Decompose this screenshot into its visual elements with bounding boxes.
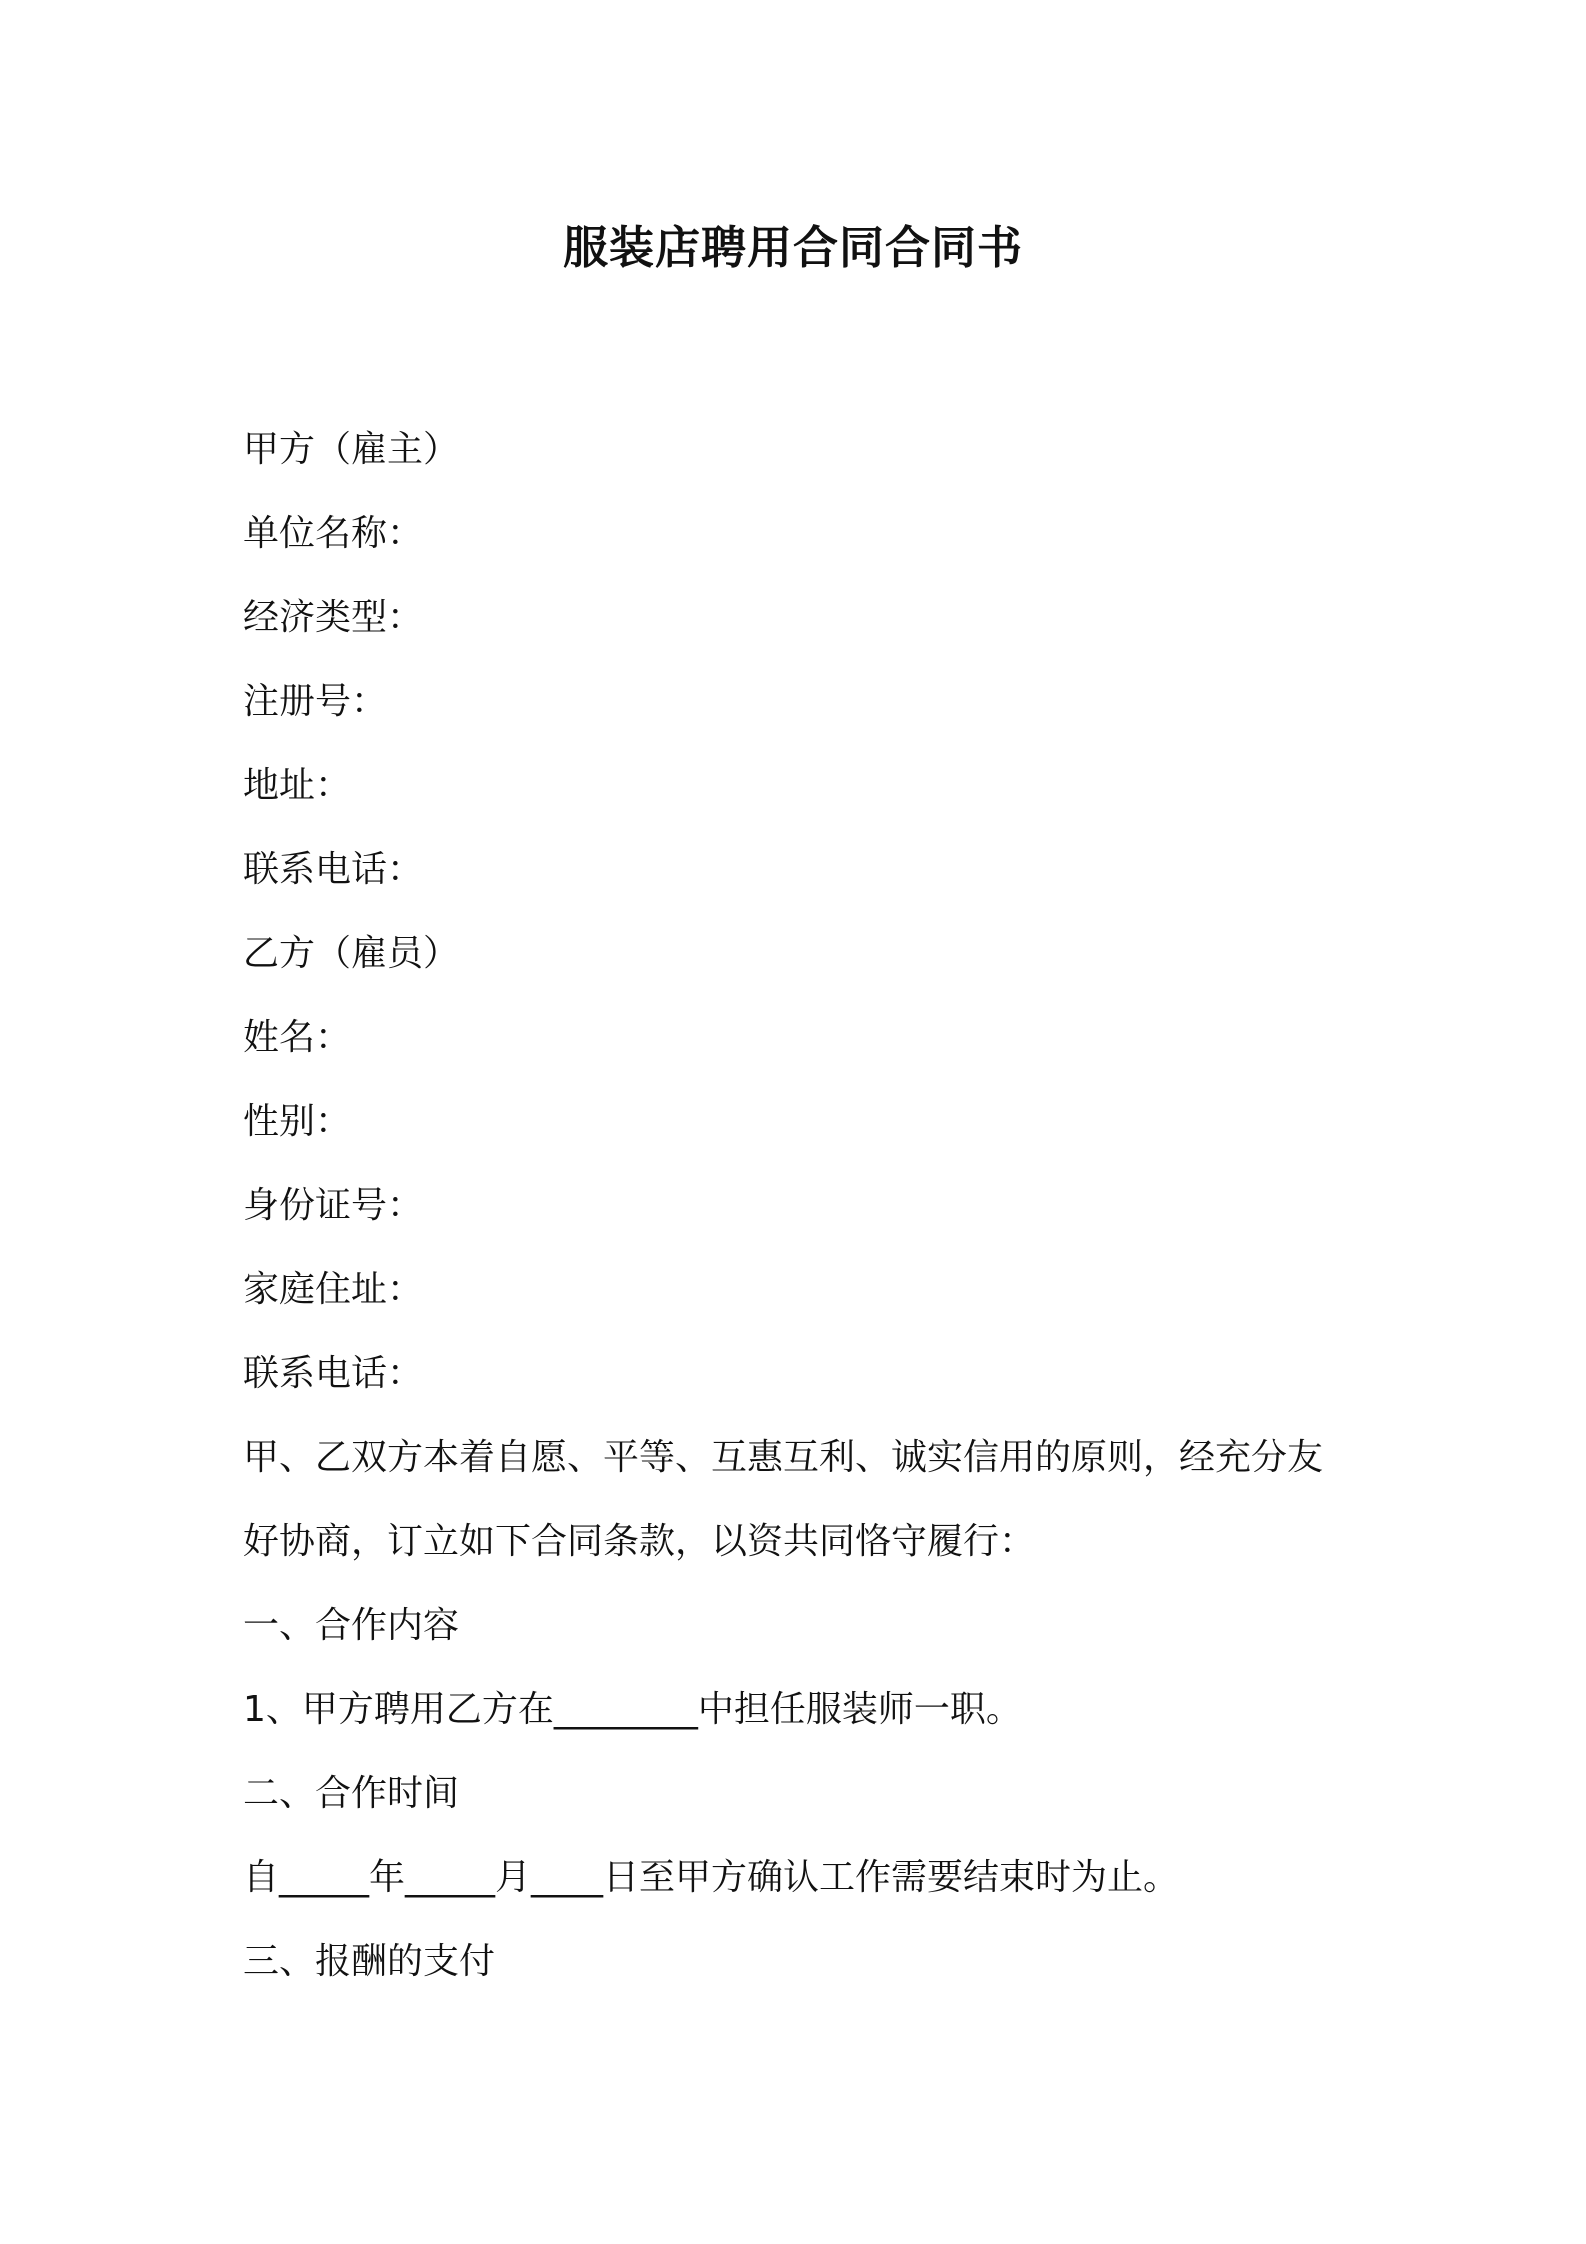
address-field: 地址：	[243, 765, 352, 806]
economic-type-field: 经济类型：	[243, 597, 424, 638]
document-title: 服装店聘用合同合同书	[562, 221, 1023, 274]
document-body	[243, 408, 1363, 2004]
gender-field: 性别：	[243, 1101, 352, 1142]
registration-number-field: 注册号：	[243, 681, 388, 722]
preamble-line-2: 好协商，订立如下合同条款，以资共同恪守履行：	[243, 1521, 1036, 1562]
company-name-field: 单位名称：	[243, 513, 424, 554]
party-b-phone-field: 联系电话：	[243, 1353, 424, 1394]
party-a-heading: 甲方（雇主）	[243, 429, 460, 470]
clause-1: 1、甲方聘用乙方在________中担任服装师一职。	[243, 1689, 1022, 1730]
preamble-line-1: 甲、乙双方本着自愿、平等、互惠互利、诚实信用的原则，经充分友	[243, 1437, 1324, 1478]
party-b-heading: 乙方（雇员）	[243, 933, 460, 974]
name-field: 姓名：	[243, 1017, 352, 1058]
party-a-phone-field: 联系电话：	[243, 849, 424, 890]
term-clause: 自_____年_____月____日至甲方确认工作需要结束时为止。	[243, 1857, 1180, 1898]
section-heading-payment: 三、报酬的支付	[243, 1941, 496, 1982]
home-address-field: 家庭住址：	[243, 1269, 424, 1310]
section-heading-term: 二、合作时间	[243, 1773, 460, 1814]
section-heading-cooperation: 一、合作内容	[243, 1605, 460, 1646]
id-number-field: 身份证号：	[243, 1185, 424, 1226]
